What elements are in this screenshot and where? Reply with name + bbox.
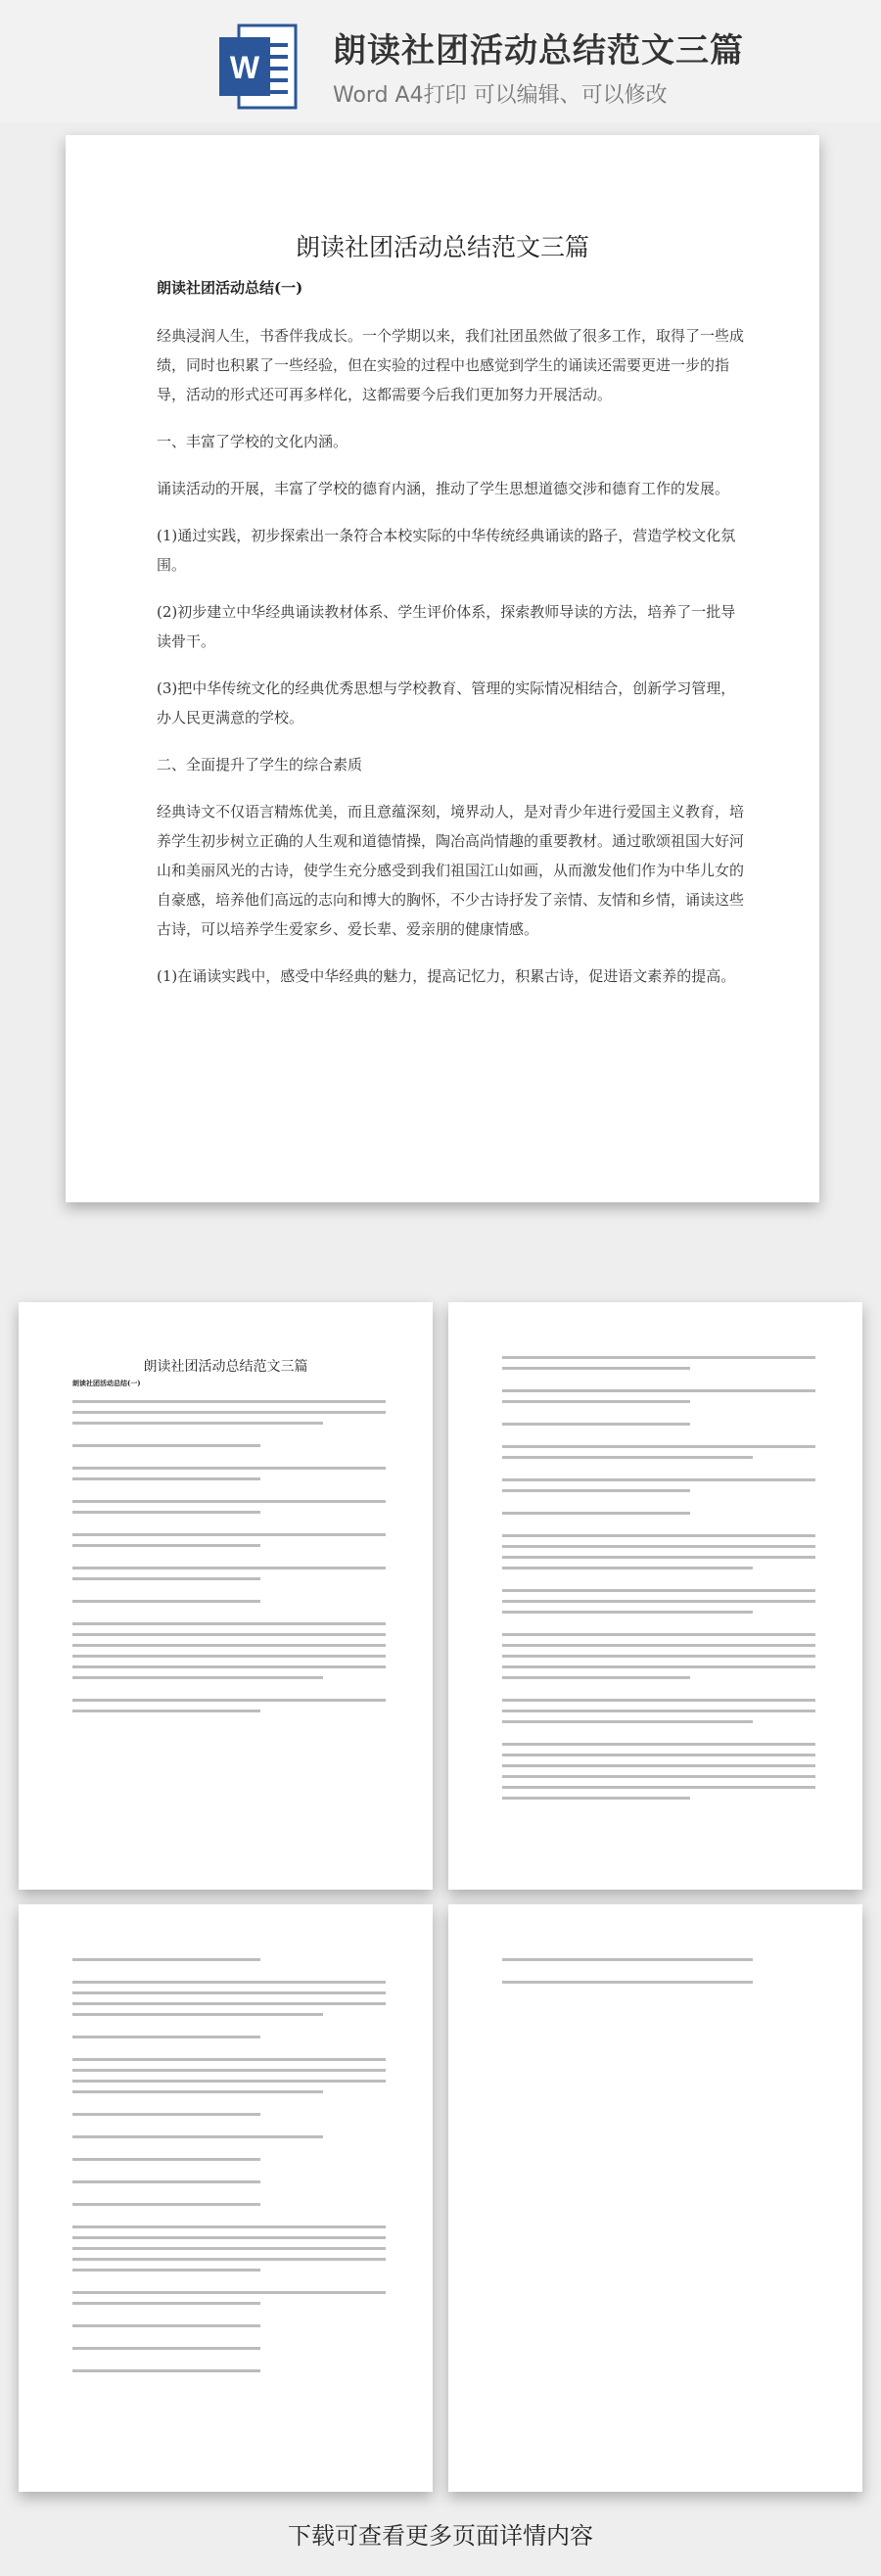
paragraph: (3)把中华传统文化的经典优秀思想与学校教育、管理的实际情况相结合，创新学习管理，办人民更满意的学校。 <box>157 679 736 726</box>
page-thumbnail-2 <box>448 1302 862 1890</box>
banner-subtitle: Word A4打印 可以编辑、可以修改 <box>333 83 668 108</box>
document-page-preview <box>66 135 819 1202</box>
paragraph: 经典诗文不仅语言精炼优美，而且意蕴深刻，境界动人，是对青少年进行爱国主义教育，培养学生初步树立正确的人生观和道德情操，陶冶高尚情趣的重要教材。通过歌颂祖国大好河山和美丽风光的古诗，使学生充分感受到我们祖国江山如画，从而激发他们作为中华儿女的自豪感，培养他们高远的志向和博大的胸怀，不少古诗抒发了亲情、友情和乡情，诵读这些古诗，可以培养学生爱家乡、爱长辈、爱亲朋的健康情感。 <box>157 803 745 938</box>
paragraph: 二、全面提升了学生的综合素质 <box>157 756 363 773</box>
thumbnail-section: 朗读社团活动总结(一) <box>72 1379 141 1387</box>
header-banner <box>0 0 881 122</box>
thumbnail-text-lines <box>72 1400 386 1732</box>
document-title: 朗读社团活动总结范文三篇 <box>295 233 589 261</box>
thumbnail-text-lines <box>72 1958 386 2392</box>
paragraph: (1)在诵读实践中，感受中华经典的魅力，提高记忆力，积累古诗，促进语文素养的提高。 <box>157 967 736 985</box>
paragraph: 诵读活动的开展，丰富了学校的德育内涵，推动了学生思想道德交涉和德育工作的发展。 <box>157 480 730 497</box>
thumbnail-text-lines <box>502 1958 815 1991</box>
section-heading: 朗读社团活动总结(一) <box>157 279 303 297</box>
thumbnail-title: 朗读社团活动总结范文三篇 <box>143 1359 308 1375</box>
download-hint: 下载可查看更多页面详情内容 <box>288 2522 593 2550</box>
paragraph: (1)通过实践，初步探索出一条符合本校实际的中华传统经典诵读的路子，营造学校文化氛围。 <box>157 527 736 574</box>
paragraph: 一、丰富了学校的文化内涵。 <box>157 433 348 450</box>
page-thumbnail-3 <box>19 1904 433 2492</box>
word-document-icon <box>217 22 300 112</box>
banner-title: 朗读社团活动总结范文三篇 <box>333 31 744 70</box>
word-logo-letter: W <box>229 50 260 85</box>
paragraph: 经典浸润人生，书香伴我成长。一个学期以来，我们社团虽然做了很多工作，取得了一些成绩，同时也积累了一些经验，但在实验的过程中也感觉到学生的诵读还需要更进一步的指导，活动的形式还可再多样化，这都需要今后我们更加努力开展活动。 <box>157 327 745 403</box>
thumbnail-text-lines <box>502 1356 815 1807</box>
document-body <box>157 321 750 1008</box>
paragraph: (2)初步建立中华经典诵读教材体系、学生评价体系，探索教师导读的方法，培养了一批导读骨干。 <box>157 603 736 650</box>
page-thumbnail-1 <box>19 1302 433 1890</box>
page-thumbnail-4 <box>448 1904 862 2492</box>
